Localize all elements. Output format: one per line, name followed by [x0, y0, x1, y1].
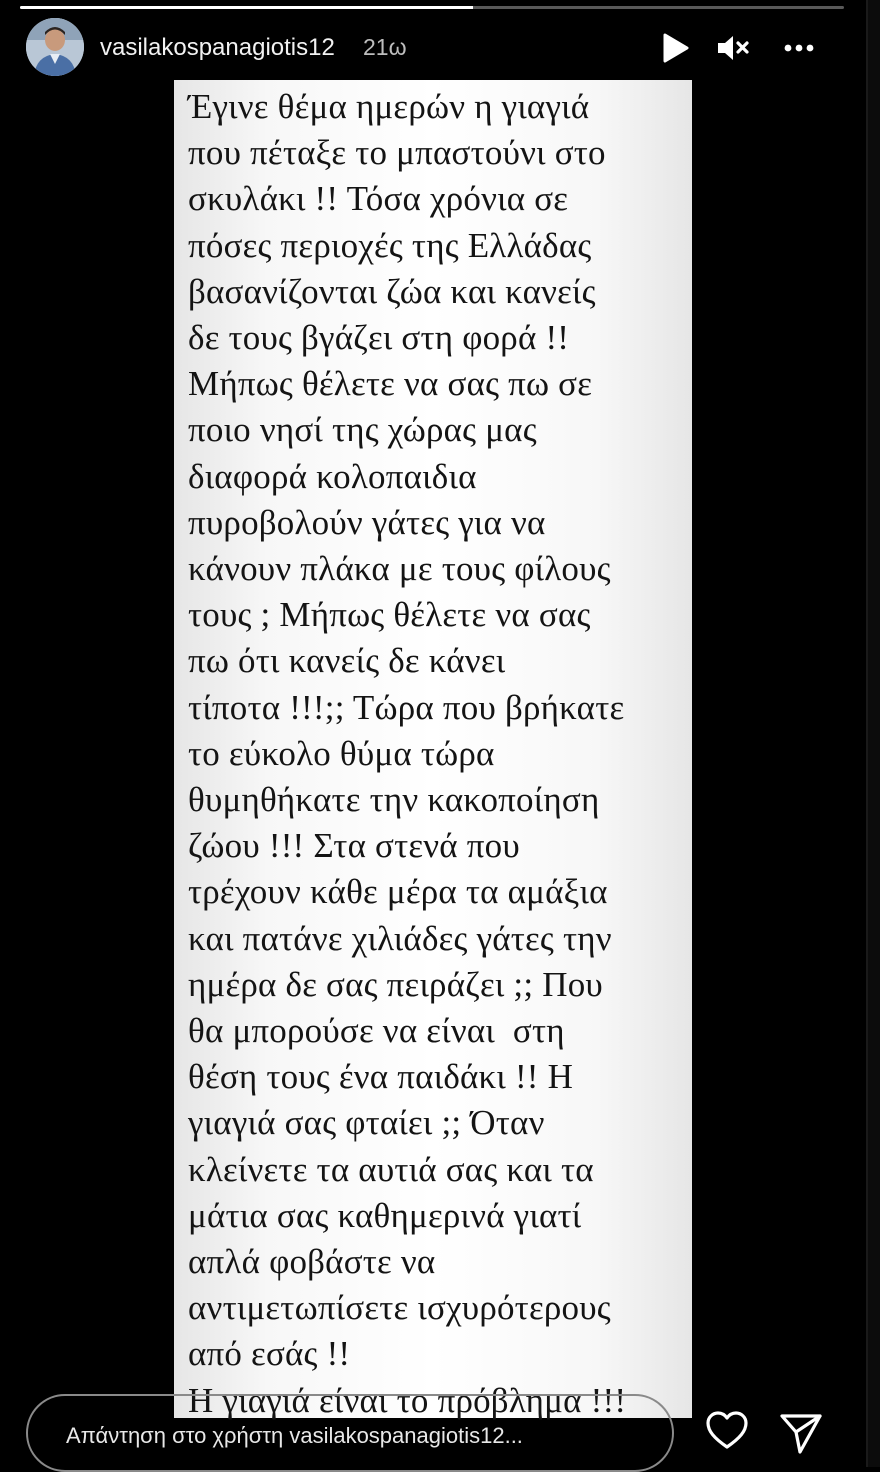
story-progress-bar: [20, 6, 844, 9]
story-progress-fill: [20, 6, 473, 9]
reply-placeholder: Απάντηση στο χρήστη vasilakospanagiotis12...: [66, 1423, 523, 1448]
send-icon: [778, 1410, 824, 1456]
share-button[interactable]: [778, 1410, 824, 1456]
story-username[interactable]: vasilakospanagiotis12: [100, 34, 335, 61]
heart-icon: [704, 1408, 750, 1454]
more-dots-icon: [780, 30, 818, 66]
mute-button[interactable]: [714, 30, 752, 66]
more-options-button[interactable]: [780, 30, 818, 66]
story-header: [0, 14, 866, 82]
play-icon: [656, 30, 694, 66]
avatar[interactable]: [26, 18, 84, 76]
speaker-muted-icon: [714, 30, 752, 66]
scrollbar[interactable]: [868, 0, 880, 1467]
play-button[interactable]: [656, 30, 694, 66]
story-timestamp: 21ω: [363, 34, 407, 60]
story-note-image: [174, 80, 692, 1418]
reply-input[interactable]: [26, 1394, 674, 1472]
note-text: Έγινε θέμα ημερών η γιαγιά που πέταξε το μπαστούνι στο σκυλάκι !! Τόσα χρόνια σε πόσες περιοχές της Ελλάδας βασανίζονται ζώα και κανείς δε τους βγάζει στη φορά !! Μήπως θέλετε να σας πω σε ποιο νησί της χώρας μας διαφορά κολοπαιδια πυροβολούν γάτες για να κάνουν πλάκα με τους φίλους τους ; Μήπως θέλετε να σας πω ότι κανείς δε κάνει τίποτα !!!;; Τώρα που βρήκατε το εύκολο θύμα τώρα θυμηθήκατε την κακοποίηση ζώου !!! Στα στενά που τρέχουν κάθε μέρα τα αμάξια και πατάνε χιλιάδες γάτες την ημέρα δε σας πειράζει ;; Που θα μπορούσε να είναι στη θέση τους ένα παιδάκι !! Η γιαγιά σας φταίει ;; Όταν κλείνετε τα αυτιά σας και τα μάτια σας καθημερινά γιατί απλά φοβάστε να αντιμετωπίσετε ισχυρότερους από εσάς !! Η γιαγιά είναι το πρόβλημα !!!: [188, 87, 627, 1420]
avatar-photo: [26, 18, 84, 76]
like-button[interactable]: [704, 1408, 750, 1454]
